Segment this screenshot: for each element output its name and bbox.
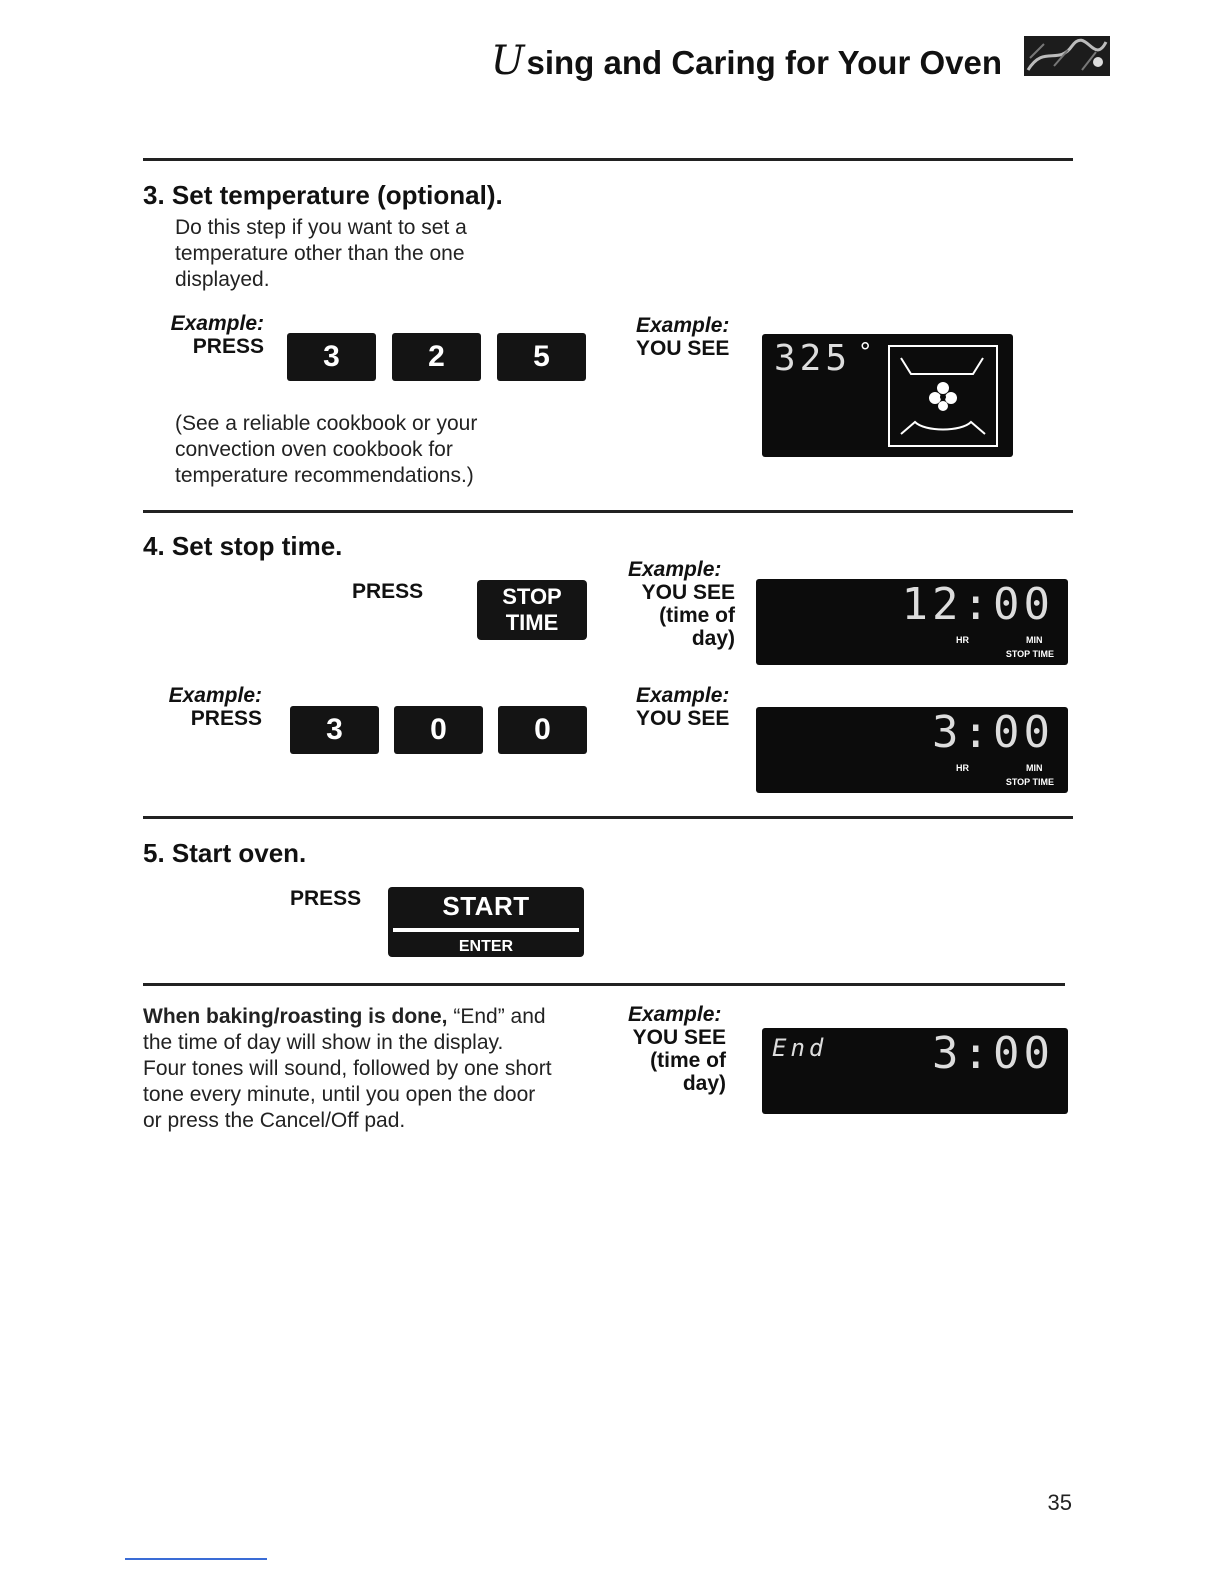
step3-note-line: convection oven cookbook for xyxy=(175,438,453,461)
display-hr-label: HR xyxy=(956,635,969,645)
done-line: or press the Cancel/Off pad. xyxy=(143,1109,406,1132)
example-label: Example: xyxy=(636,314,730,337)
display-end-text: End xyxy=(772,1034,828,1062)
done-line: Four tones will sound, followed by one short xyxy=(143,1057,552,1080)
oven-display-time-of-day xyxy=(756,579,1068,665)
step5-press-label: PRESS xyxy=(290,887,362,910)
header-title-rest: sing and Caring for Your Oven xyxy=(526,44,1002,81)
day-label: day) xyxy=(682,1072,726,1095)
start-pad-divider xyxy=(393,928,579,932)
time-of-label: (time of xyxy=(650,1049,726,1072)
display-time-value: 12:00 xyxy=(901,579,1054,630)
page-number: 35 xyxy=(1047,1490,1072,1515)
step4-press2-label xyxy=(150,684,262,730)
oven-display-stop-time xyxy=(756,707,1068,793)
step3-note xyxy=(175,411,477,489)
start-enter-pad[interactable] xyxy=(388,887,584,957)
step3-you-see-label xyxy=(636,314,729,360)
oven-display-temperature xyxy=(762,334,1013,457)
stop-time-pad-line: STOP xyxy=(502,584,562,609)
step3-note-line: temperature recommendations.) xyxy=(175,464,474,487)
number-pad-0[interactable]: 0 xyxy=(394,706,483,754)
number-pad-2[interactable]: 2 xyxy=(392,333,481,381)
done-text-first: “End” and xyxy=(447,1005,546,1028)
step5-title: 5. Start oven. xyxy=(143,838,307,868)
number-pad-3[interactable]: 3 xyxy=(287,333,376,381)
example-label: Example: xyxy=(170,312,264,335)
you-see-label: YOU SEE xyxy=(636,337,730,360)
display-hr-label: HR xyxy=(956,763,969,773)
example-label: Example: xyxy=(168,684,262,707)
display-min-label: MIN xyxy=(1026,635,1043,645)
you-see-label: YOU SEE xyxy=(641,581,735,604)
example-label: Example: xyxy=(636,684,730,707)
done-line: the time of day will show in the display. xyxy=(143,1031,504,1054)
display-min-label: MIN xyxy=(1026,763,1043,773)
page-header-title xyxy=(491,38,1002,84)
enter-label: ENTER xyxy=(458,938,514,955)
step3-title: 3. Set temperature (optional). xyxy=(143,180,503,210)
display-stop-time-label: STOP TIME xyxy=(1005,777,1054,787)
step4-you-see-label xyxy=(610,558,735,650)
done-paragraph xyxy=(143,1004,603,1134)
display-temperature-value: 325 xyxy=(774,338,852,379)
header-logo-icon xyxy=(1024,36,1110,76)
start-label: START xyxy=(442,891,530,921)
number-pad-3[interactable]: 3 xyxy=(290,706,379,754)
step4-press-label: PRESS xyxy=(352,580,424,603)
step4-you-see2-label xyxy=(636,684,729,730)
done-you-see-label xyxy=(606,1003,726,1095)
number-pad-0[interactable]: 0 xyxy=(498,706,587,754)
done-bold-lead: When baking/roasting is done, xyxy=(143,1005,448,1028)
step3-note-line: (See a reliable cookbook or your xyxy=(175,412,478,435)
display-stop-time-label: STOP TIME xyxy=(1005,649,1054,659)
you-see-label: YOU SEE xyxy=(636,707,730,730)
section-divider xyxy=(143,816,1073,819)
step3-intro-line: displayed. xyxy=(175,268,270,291)
stop-time-pad[interactable] xyxy=(477,580,587,640)
step4-title: 4. Set stop time. xyxy=(143,531,343,561)
section-divider xyxy=(143,983,1065,986)
oven-display-end xyxy=(762,1028,1068,1114)
day-label: day) xyxy=(691,627,735,650)
you-see-label: YOU SEE xyxy=(632,1026,726,1049)
press-label: PRESS xyxy=(190,707,262,730)
example-label: Example: xyxy=(628,558,722,581)
press-label: PRESS xyxy=(192,335,264,358)
time-of-label: (time of xyxy=(659,604,735,627)
number-pad-5[interactable]: 5 xyxy=(497,333,586,381)
display-stop-time-value: 3:00 xyxy=(932,707,1054,758)
step3-intro xyxy=(175,215,467,293)
example-label: Example: xyxy=(628,1003,722,1026)
header-title-initial: U xyxy=(490,38,525,84)
step3-intro-line: temperature other than the one xyxy=(175,242,465,265)
convection-fan-icon xyxy=(887,344,1001,455)
display-end-time: 3:00 xyxy=(932,1028,1054,1079)
section-divider xyxy=(143,510,1073,513)
done-line: tone every minute, until you open the door xyxy=(143,1083,536,1106)
step3-intro-line: Do this step if you want to set a xyxy=(175,216,467,239)
section-divider xyxy=(143,158,1073,161)
display-degree-symbol: ° xyxy=(858,338,873,366)
stop-time-pad-line: TIME xyxy=(505,610,559,635)
step3-press-label xyxy=(150,312,264,358)
footer-line xyxy=(125,1558,267,1560)
